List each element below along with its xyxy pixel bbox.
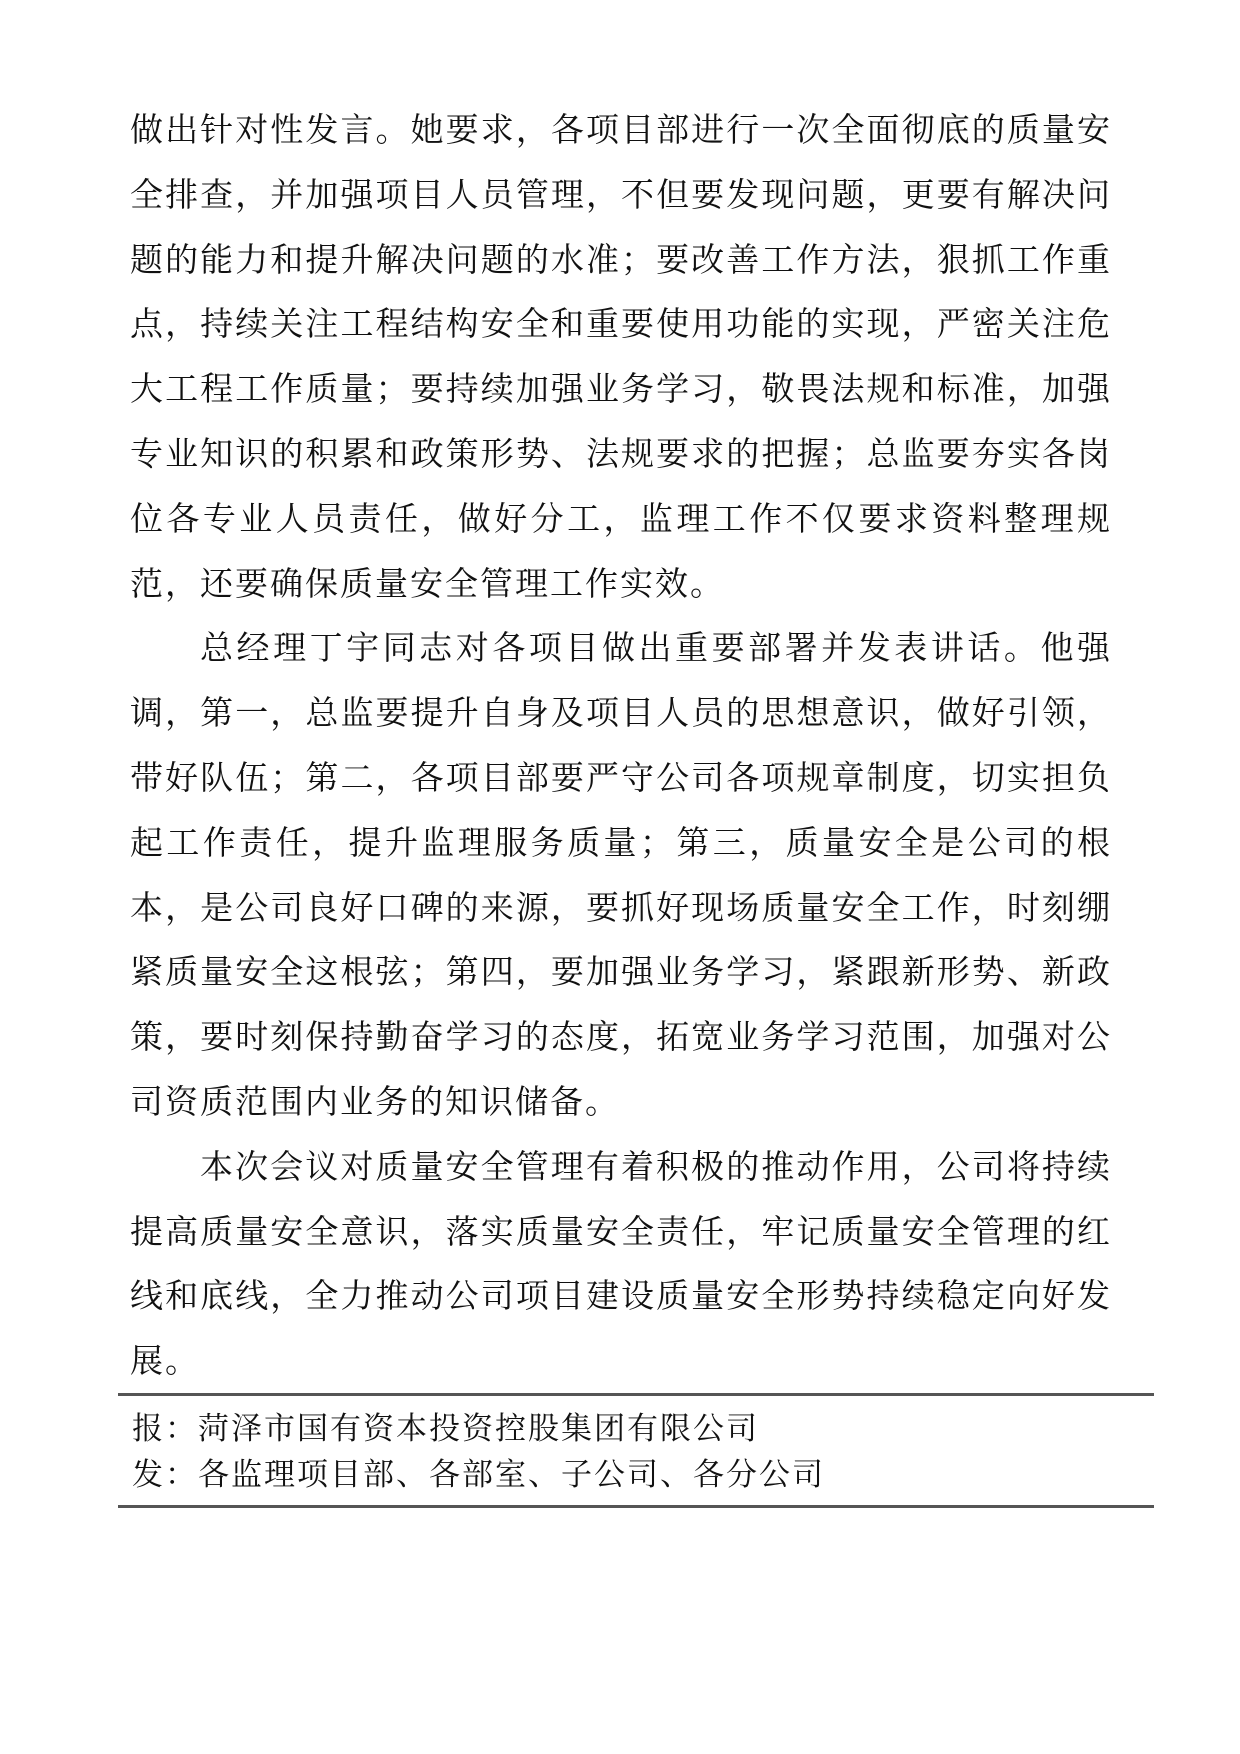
- document-body: [130, 99, 1112, 1395]
- body-paragraph-2: 总经理丁宇同志对各项目做出重要部署并发表讲话。他强调，第一，总监要提升自身及项目人员的思想意识，做好引领，带好队伍；第二，各项目部要严守公司各项规章制度，切实担负起工作责任，提升监理服务质量；第三，质量安全是公司的根本，是公司良好口碑的来源，要抓好现场质量安全工作，时刻绷紧质量安全这根弦；第四，要加强业务学习，紧跟新形势、新政策，要时刻保持勤奋学习的态度，拓宽业务学习范围，加强对公司资质范围内业务的知识储备。: [130, 631, 1112, 1121]
- report-to-line: 报：菏泽市国有资本投资控股集团有限公司: [132, 1411, 759, 1446]
- distribute-to-line: 发：各监理项目部、各部室、子公司、各分公司: [132, 1457, 825, 1492]
- footer-distribution-block: [118, 1393, 1154, 1508]
- footer-lines: [118, 1396, 1154, 1505]
- footer-bottom-rule: [118, 1505, 1154, 1508]
- body-paragraph-1: 做出针对性发言。她要求，各项目部进行一次全面彻底的质量安全排查，并加强项目人员管理，不但要发现问题，更要有解决问题的能力和提升解决问题的水准；要改善工作方法，狠抓工作重点，持续关注工程结构安全和重要使用功能的实现，严密关注危大工程工作质量；要持续加强业务学习，敬畏法规和标准，加强专业知识的积累和政策形势、法规要求的把握；总监要夯实各岗位各专业人员责任，做好分工，监理工作不仅要求资料整理规范，还要确保质量安全管理工作实效。: [130, 113, 1112, 603]
- body-paragraph-3: 本次会议对质量安全管理有着积极的推动作用，公司将持续提高质量安全意识，落实质量安全责任，牢记质量安全管理的红线和底线，全力推动公司项目建设质量安全形势持续稳定向好发展。: [130, 1149, 1112, 1381]
